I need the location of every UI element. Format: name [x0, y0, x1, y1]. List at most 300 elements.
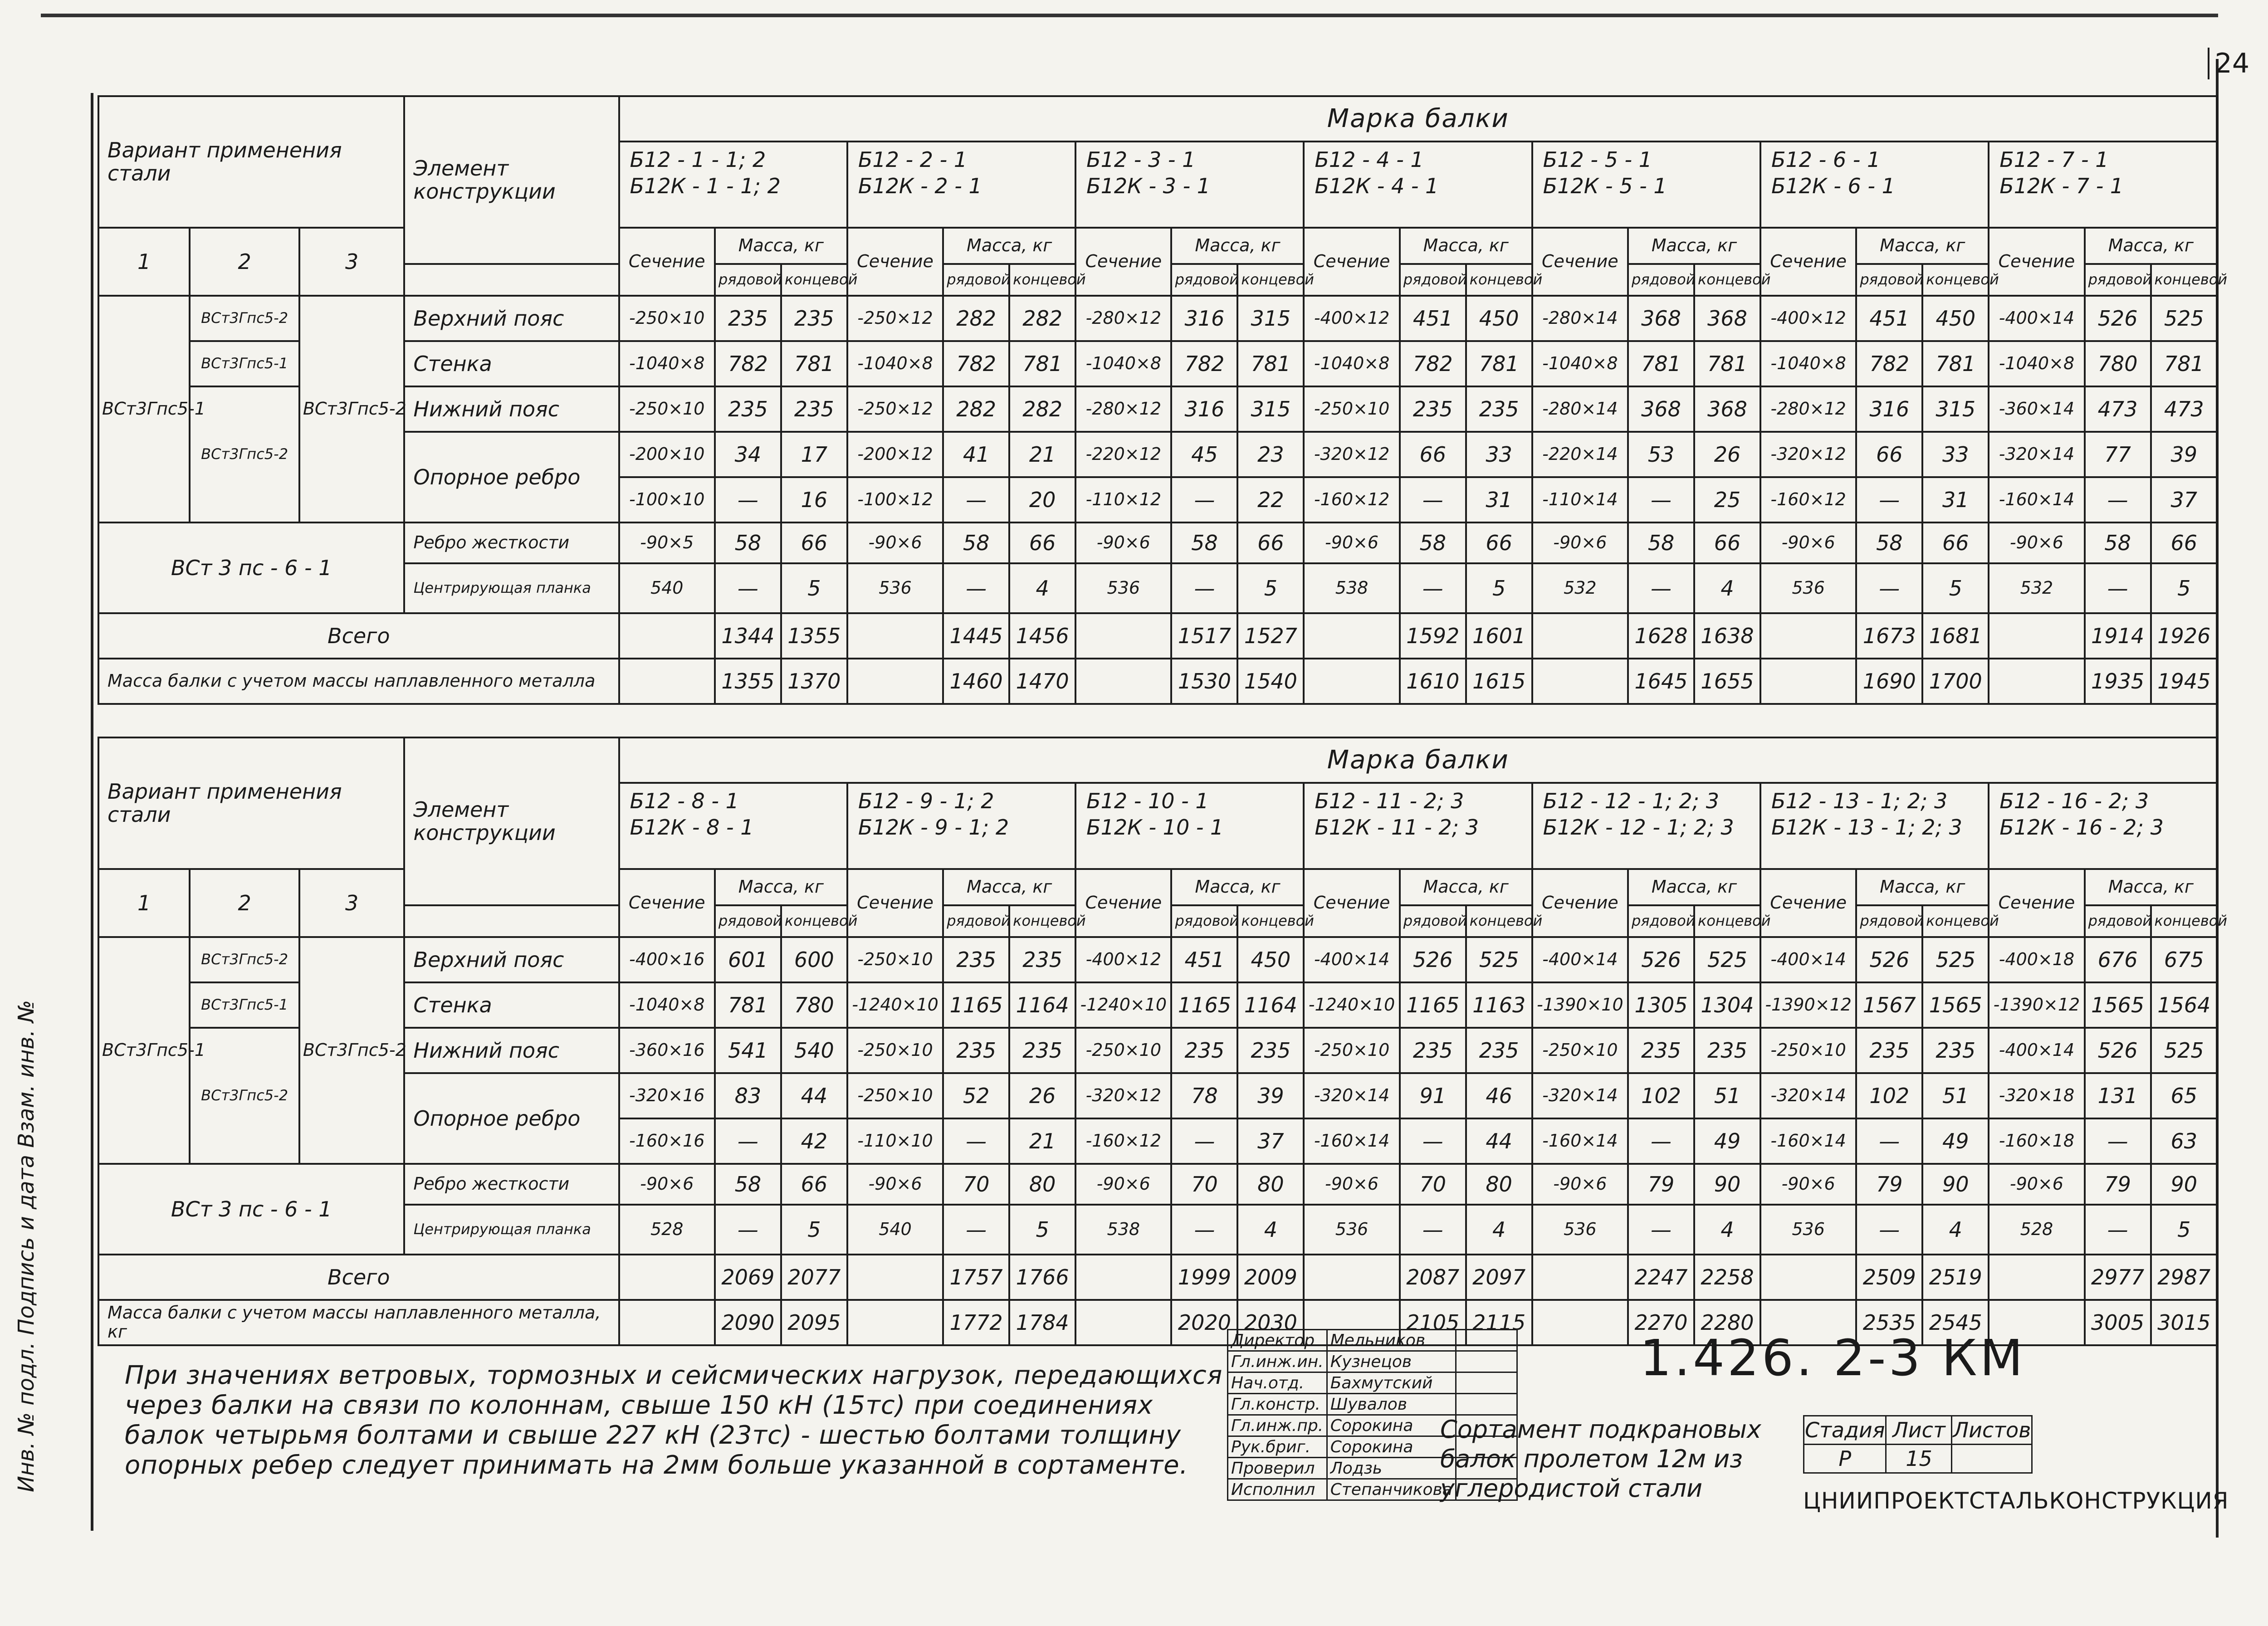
mass-end-cell: 1945: [2151, 659, 2217, 704]
footnote: При значениях ветровых, тормозных и сейсмических нагрузок, передающихся через балки на связи по колоннам, свыше 150 кН (15тс) при соединениях балок четырьмя болтами и свыше 227 кН (23тс) - шестью болтами толщину опорных ребер следует принимать на 2мм больше указанной в сортаменте.: [125, 1361, 1223, 1480]
mass-end-cell: 33: [1922, 432, 1989, 477]
mass-end-cell: 1540: [1237, 659, 1304, 704]
mass-ordinary-cell: 1935: [2085, 659, 2151, 704]
section-cell: -320×14: [1304, 1073, 1399, 1118]
mass-end-cell: 66: [781, 522, 847, 563]
mass-end-cell: 51: [1922, 1073, 1989, 1118]
section-cell: -250×10: [1532, 1028, 1628, 1073]
mass-ordinary-cell: 1344: [715, 613, 781, 659]
section-cell: -200×10: [619, 432, 715, 477]
mass-ordinary-cell: —: [943, 1205, 1009, 1255]
mass-ordinary-cell: 1445: [943, 613, 1009, 659]
ordinary-header: рядовой: [1856, 905, 1922, 937]
section-cell: -280×14: [1532, 296, 1628, 341]
mass-end-cell: 33: [1466, 432, 1532, 477]
steel-variant-2: ВСт3Гпс5-2: [190, 386, 299, 522]
section-cell: -280×14: [1532, 386, 1628, 432]
section-cell: -90×6: [619, 1164, 715, 1205]
row-label-total: Всего: [98, 613, 619, 659]
mass-end-cell: 1163: [1466, 982, 1532, 1028]
mass-end-cell: 315: [1237, 386, 1304, 432]
section-cell: 528: [1989, 1205, 2084, 1255]
ordinary-header: рядовой: [2085, 264, 2151, 296]
beam-mark-main: Б12 - 4 - 1: [1315, 147, 1424, 172]
section-header: Сечение: [1760, 869, 1856, 937]
stamp-name: Мельников: [1327, 1330, 1456, 1351]
mass-end-cell: 26: [1009, 1073, 1075, 1118]
mass-ordinary-cell: 58: [1856, 522, 1922, 563]
mass-ordinary-cell: 58: [1400, 522, 1466, 563]
stamp-name: Степанчикова: [1327, 1479, 1456, 1500]
mass-ordinary-cell: 1690: [1856, 659, 1922, 704]
mass-end-cell: 1527: [1237, 613, 1304, 659]
mass-ordinary-cell: 3005: [2085, 1300, 2151, 1345]
section-cell: 536: [847, 563, 943, 613]
beam-mark-k: Б12К - 3 - 1: [1086, 173, 1211, 198]
mass-end-cell: 46: [1466, 1073, 1532, 1118]
section-cell: -110×10: [847, 1118, 943, 1164]
variant-col-1: 1: [98, 228, 190, 296]
stamp-role: Нач.отд.: [1228, 1372, 1327, 1394]
beam-mark: [847, 783, 1075, 869]
section-cell: [1304, 613, 1399, 659]
mass-header: Масса, кг: [1171, 869, 1304, 905]
steel-variant-1: ВСт3Гпс5-1: [98, 937, 190, 1164]
mass-ordinary-cell: —: [2085, 1205, 2151, 1255]
variant-col-2: 2: [190, 869, 299, 937]
row-label-stiffener: Ребро жесткости: [404, 522, 619, 563]
end-header: концевой: [1009, 905, 1075, 937]
mass-end-cell: 37: [1237, 1118, 1304, 1164]
mass-ordinary-cell: 66: [1856, 432, 1922, 477]
mass-end-cell: 49: [1922, 1118, 1989, 1164]
beam-mark-k: Б12К - 12 - 1; 2; 3: [1543, 815, 1734, 840]
mass-end-cell: 525: [1922, 937, 1989, 982]
mass-ordinary-cell: —: [1171, 1205, 1237, 1255]
mass-ordinary-cell: 79: [1628, 1164, 1694, 1205]
ordinary-header: рядовой: [1856, 264, 1922, 296]
mass-end-cell: 2258: [1694, 1255, 1760, 1300]
beam-mark: [1075, 783, 1304, 869]
mass-end-cell: 1700: [1922, 659, 1989, 704]
row-label-bearing-rib: Опорное ребро: [404, 432, 619, 522]
row-label-web: Стенка: [404, 341, 619, 386]
mass-ordinary-cell: —: [1400, 477, 1466, 522]
section-cell: -400×16: [619, 937, 715, 982]
mass-end-cell: 4: [1694, 563, 1760, 613]
stamp-role: Рук.бриг.: [1228, 1436, 1327, 1458]
section-cell: 536: [1532, 1205, 1628, 1255]
mass-ordinary-cell: 451: [1171, 937, 1237, 982]
mass-ordinary-cell: 77: [2085, 432, 2151, 477]
steel-variant-2: ВСт3Гпс5-1: [190, 982, 299, 1028]
mass-ordinary-cell: 780: [2085, 341, 2151, 386]
ordinary-header: рядовой: [715, 264, 781, 296]
section-header: Сечение: [1989, 869, 2084, 937]
section-cell: -160×12: [1075, 1118, 1171, 1164]
mass-end-cell: 51: [1694, 1073, 1760, 1118]
mass-ordinary-cell: 2105: [1400, 1300, 1466, 1345]
mass-ordinary-cell: 368: [1628, 296, 1694, 341]
title-box: [1431, 1329, 2229, 1538]
section-cell: -90×6: [1075, 522, 1171, 563]
section-cell: -320×14: [1760, 1073, 1856, 1118]
section-header: Сечение: [1532, 228, 1628, 296]
steel-variant-2: ВСт3Гпс5-2: [190, 296, 299, 341]
mass-ordinary-cell: 2535: [1856, 1300, 1922, 1345]
mass-end-cell: 39: [1237, 1073, 1304, 1118]
section-cell: 532: [1989, 563, 2084, 613]
organization-name: ЦНИИПРОЕКТСТАЛЬКОНСТРУКЦИЯ: [1803, 1488, 2229, 1514]
mass-ordinary-cell: 102: [1856, 1073, 1922, 1118]
section-cell: [1532, 613, 1628, 659]
mass-end-cell: 5: [781, 563, 847, 613]
section-cell: 536: [1760, 563, 1856, 613]
mass-ordinary-cell: —: [1856, 477, 1922, 522]
section-cell: -400×14: [1989, 296, 2084, 341]
section-cell: 528: [619, 1205, 715, 1255]
section-cell: -90×6: [847, 522, 943, 563]
section-cell: -250×10: [847, 937, 943, 982]
mass-ordinary-cell: 235: [1628, 1028, 1694, 1073]
mass-end-cell: 66: [1694, 522, 1760, 563]
mass-header: Масса, кг: [715, 228, 847, 264]
beam-mark: [1532, 142, 1760, 228]
mass-ordinary-cell: 58: [1628, 522, 1694, 563]
steel-variant-3: ВСт3Гпс5-2: [299, 296, 405, 522]
mass-ordinary-cell: 2509: [1856, 1255, 1922, 1300]
section-cell: -220×12: [1075, 432, 1171, 477]
mass-end-cell: 1164: [1009, 982, 1075, 1028]
section-header: Сечение: [1532, 869, 1628, 937]
mass-end-cell: 2115: [1466, 1300, 1532, 1345]
mass-end-cell: 21: [1009, 432, 1075, 477]
mass-ordinary-cell: 78: [1171, 1073, 1237, 1118]
mass-ordinary-cell: 1305: [1628, 982, 1694, 1028]
section-cell: -320×12: [1075, 1073, 1171, 1118]
mass-end-cell: 282: [1009, 296, 1075, 341]
section-cell: -320×16: [619, 1073, 715, 1118]
mass-ordinary-cell: —: [1856, 1205, 1922, 1255]
section-cell: -110×14: [1532, 477, 1628, 522]
end-header: концевой: [1237, 905, 1304, 937]
mass-ordinary-cell: 1914: [2085, 613, 2151, 659]
mass-end-cell: 66: [781, 1164, 847, 1205]
mass-ordinary-cell: —: [2085, 477, 2151, 522]
mass-ordinary-cell: 235: [715, 296, 781, 341]
mass-ordinary-cell: 52: [943, 1073, 1009, 1118]
section-cell: 540: [619, 563, 715, 613]
section-cell: [1989, 1255, 2084, 1300]
section-cell: [847, 659, 943, 704]
mass-end-cell: 235: [1694, 1028, 1760, 1073]
section-cell: -1390×12: [1760, 982, 1856, 1028]
mass-end-cell: 1355: [781, 613, 847, 659]
mass-end-cell: 540: [781, 1028, 847, 1073]
mass-end-cell: 26: [1694, 432, 1760, 477]
end-header: концевой: [2151, 264, 2217, 296]
mass-header: Масса, кг: [943, 869, 1075, 905]
beam-mark: [847, 142, 1075, 228]
mass-ordinary-cell: —: [2085, 1118, 2151, 1164]
mass-ordinary-cell: 70: [943, 1164, 1009, 1205]
section-cell: -220×14: [1532, 432, 1628, 477]
mass-ordinary-cell: 782: [1400, 341, 1466, 386]
section-cell: [847, 1255, 943, 1300]
mass-ordinary-cell: —: [1856, 1118, 1922, 1164]
mass-ordinary-cell: 316: [1856, 386, 1922, 432]
mass-ordinary-cell: 58: [2085, 522, 2151, 563]
section-cell: -400×18: [1989, 937, 2084, 982]
mass-ordinary-cell: 451: [1400, 296, 1466, 341]
stamp-role: Гл.инж.пр.: [1228, 1415, 1327, 1436]
mass-end-cell: 65: [2151, 1073, 2217, 1118]
mass-header: Масса, кг: [1400, 228, 1532, 264]
section-cell: [1760, 659, 1856, 704]
mass-ordinary-cell: 83: [715, 1073, 781, 1118]
mass-ordinary-cell: 2087: [1400, 1255, 1466, 1300]
section-cell: -320×12: [1760, 432, 1856, 477]
variant-header: Вариант применения стали: [98, 737, 404, 869]
steel-variant-2: ВСт3Гпс5-1: [190, 341, 299, 386]
mass-ordinary-cell: 526: [1856, 937, 1922, 982]
variant-col-3: 3: [299, 228, 405, 296]
row-label-web: Стенка: [404, 982, 619, 1028]
section-cell: -320×18: [1989, 1073, 2084, 1118]
section-header: Сечение: [847, 869, 943, 937]
mass-end-cell: 1784: [1009, 1300, 1075, 1345]
beam-mark-main: Б12 - 2 - 1: [858, 147, 968, 172]
mass-header: Масса, кг: [1856, 869, 1989, 905]
mass-ordinary-cell: —: [1171, 1118, 1237, 1164]
mass-ordinary-cell: 235: [1400, 386, 1466, 432]
mass-ordinary-cell: 781: [1628, 341, 1694, 386]
drawing-code: 1.426. 2-3 КМ: [1640, 1329, 2026, 1387]
mass-ordinary-cell: 601: [715, 937, 781, 982]
mass-end-cell: 37: [2151, 477, 2217, 522]
mass-ordinary-cell: 79: [2085, 1164, 2151, 1205]
mass-end-cell: 20: [1009, 477, 1075, 522]
mass-ordinary-cell: 235: [715, 386, 781, 432]
stamp-name: Шувалов: [1327, 1394, 1456, 1415]
mass-ordinary-cell: —: [943, 1118, 1009, 1164]
mass-ordinary-cell: 2069: [715, 1255, 781, 1300]
section-cell: [619, 613, 715, 659]
mass-end-cell: 5: [1009, 1205, 1075, 1255]
mass-ordinary-cell: 526: [1628, 937, 1694, 982]
sheets-value: [1952, 1445, 2032, 1473]
mass-end-cell: 49: [1694, 1118, 1760, 1164]
mass-end-cell: 525: [1466, 937, 1532, 982]
beam-mark-k: Б12К - 11 - 2; 3: [1315, 815, 1479, 840]
section-header: Сечение: [847, 228, 943, 296]
beam-mark-k: Б12К - 4 - 1: [1315, 173, 1439, 198]
mass-end-cell: 282: [1009, 386, 1075, 432]
section-cell: -160×14: [1989, 477, 2084, 522]
end-header: концевой: [781, 905, 847, 937]
end-header: концевой: [781, 264, 847, 296]
mass-ordinary-cell: 1610: [1400, 659, 1466, 704]
ordinary-header: рядовой: [1171, 264, 1237, 296]
steel-variant-2: ВСт3Гпс5-2: [190, 1028, 299, 1164]
section-cell: [1989, 613, 2084, 659]
mass-end-cell: 780: [781, 982, 847, 1028]
mass-ordinary-cell: 782: [943, 341, 1009, 386]
beam-mark-main: Б12 - 11 - 2; 3: [1315, 789, 1464, 813]
mass-end-cell: 1615: [1466, 659, 1532, 704]
mass-header: Масса, кг: [943, 228, 1075, 264]
element-subhead: [404, 264, 619, 296]
frame-top-line: [41, 14, 2218, 17]
mass-end-cell: 450: [1237, 937, 1304, 982]
mass-ordinary-cell: 368: [1628, 386, 1694, 432]
mass-ordinary-cell: 282: [943, 386, 1009, 432]
mass-ordinary-cell: —: [1171, 477, 1237, 522]
stage-header: Стадия: [1804, 1416, 1886, 1445]
mass-end-cell: 2097: [1466, 1255, 1532, 1300]
mass-end-cell: 235: [1466, 386, 1532, 432]
section-cell: -250×10: [619, 386, 715, 432]
beam-mark: [1304, 142, 1532, 228]
beam-mark-main: Б12 - 1 - 1; 2: [630, 147, 766, 172]
mass-ordinary-cell: 1772: [943, 1300, 1009, 1345]
mass-header: Масса, кг: [715, 869, 847, 905]
section-header: Сечение: [1304, 228, 1399, 296]
row-label-centering-plate: Центрирующая планка: [404, 1205, 619, 1255]
mass-ordinary-cell: 58: [715, 1164, 781, 1205]
mass-ordinary-cell: 541: [715, 1028, 781, 1073]
ordinary-header: рядовой: [2085, 905, 2151, 937]
assortment-table-1: [98, 95, 2228, 705]
table-gap: [98, 705, 2218, 737]
mass-end-cell: 21: [1009, 1118, 1075, 1164]
stamp-role: Директор: [1228, 1330, 1327, 1351]
section-cell: -1040×8: [1075, 341, 1171, 386]
beam-mark-main: Б12 - 3 - 1: [1086, 147, 1196, 172]
mass-end-cell: 1304: [1694, 982, 1760, 1028]
section-cell: -90×6: [1989, 522, 2084, 563]
steel-variant-2: ВСт3Гпс5-2: [190, 937, 299, 982]
mass-end-cell: 450: [1922, 296, 1989, 341]
section-cell: -1040×8: [1532, 341, 1628, 386]
mass-end-cell: 44: [781, 1073, 847, 1118]
section-cell: -1040×8: [619, 982, 715, 1028]
mass-end-cell: 235: [1009, 1028, 1075, 1073]
mass-end-cell: 525: [2151, 296, 2217, 341]
stamp-name: Кузнецов: [1327, 1351, 1456, 1372]
mass-ordinary-cell: 781: [715, 982, 781, 1028]
section-cell: 536: [1304, 1205, 1399, 1255]
mass-end-cell: 368: [1694, 386, 1760, 432]
section-cell: -1240×10: [1304, 982, 1399, 1028]
element-header: Элемент конструкции: [404, 96, 619, 264]
mass-ordinary-cell: —: [1628, 1118, 1694, 1164]
mass-end-cell: 4: [1237, 1205, 1304, 1255]
beam-mark: [1760, 783, 1989, 869]
section-cell: -250×12: [847, 296, 943, 341]
section-cell: -90×6: [1760, 1164, 1856, 1205]
section-cell: -160×14: [1532, 1118, 1628, 1164]
side-stamp: Инв. № подл. Подпись и дата Взам. инв. №: [14, 1000, 39, 1492]
mass-end-cell: 315: [1922, 386, 1989, 432]
section-cell: -200×12: [847, 432, 943, 477]
mass-end-cell: 90: [1694, 1164, 1760, 1205]
section-cell: -90×6: [1304, 522, 1399, 563]
beam-mark: [1760, 142, 1989, 228]
section-cell: -400×12: [1760, 296, 1856, 341]
ordinary-header: рядовой: [1628, 905, 1694, 937]
section-cell: -250×10: [847, 1073, 943, 1118]
mass-end-cell: 1601: [1466, 613, 1532, 659]
section-cell: -90×5: [619, 522, 715, 563]
sheets-header: Листов: [1952, 1416, 2032, 1445]
mass-ordinary-cell: —: [715, 1205, 781, 1255]
section-cell: -90×6: [1760, 522, 1856, 563]
section-cell: -1040×8: [1989, 341, 2084, 386]
row-label-stiffener: Ребро жесткости: [404, 1164, 619, 1205]
mass-end-cell: 3015: [2151, 1300, 2217, 1345]
end-header: концевой: [1694, 264, 1760, 296]
mass-ordinary-cell: —: [1400, 563, 1466, 613]
section-header: Сечение: [619, 869, 715, 937]
stamp-role: Исполнил: [1228, 1479, 1327, 1500]
mass-end-cell: 5: [2151, 1205, 2217, 1255]
mass-end-cell: 31: [1922, 477, 1989, 522]
beam-mark-k: Б12К - 10 - 1: [1086, 815, 1224, 840]
ordinary-header: рядовой: [1400, 905, 1466, 937]
mass-end-cell: 1766: [1009, 1255, 1075, 1300]
beam-mark: [619, 142, 847, 228]
mass-end-cell: 235: [1237, 1028, 1304, 1073]
mass-ordinary-cell: 1645: [1628, 659, 1694, 704]
mass-ordinary-cell: 70: [1171, 1164, 1237, 1205]
section-cell: -360×14: [1989, 386, 2084, 432]
section-cell: 536: [1760, 1205, 1856, 1255]
mass-end-cell: 473: [2151, 386, 2217, 432]
stamp-name: Бахмутский: [1327, 1372, 1456, 1394]
section-cell: -1040×8: [1304, 341, 1399, 386]
mass-end-cell: 2030: [1237, 1300, 1304, 1345]
beam-mark-main: Б12 - 9 - 1; 2: [858, 789, 994, 813]
section-header: Сечение: [619, 228, 715, 296]
section-cell: -400×12: [1304, 296, 1399, 341]
row-label-centering-plate: Центрирующая планка: [404, 563, 619, 613]
beam-mark-k: Б12К - 6 - 1: [1771, 173, 1895, 198]
mass-ordinary-cell: —: [715, 1118, 781, 1164]
section-cell: [1304, 659, 1399, 704]
beam-mark-main: Б12 - 13 - 1; 2; 3: [1771, 789, 1948, 813]
drawing-description: Сортамент подкрановых балок пролетом 12м из углеродистой стали: [1440, 1415, 1761, 1503]
section-cell: -160×16: [619, 1118, 715, 1164]
mass-end-cell: 16: [781, 477, 847, 522]
mass-ordinary-cell: 316: [1171, 386, 1237, 432]
mass-end-cell: 2987: [2151, 1255, 2217, 1300]
section-cell: -90×6: [1075, 1164, 1171, 1205]
title-block: [98, 1329, 2229, 1538]
ordinary-header: рядовой: [1171, 905, 1237, 937]
stamp-name: Лодзь: [1327, 1458, 1456, 1479]
section-cell: -250×10: [1075, 1028, 1171, 1073]
mass-end-cell: 66: [1922, 522, 1989, 563]
section-cell: -280×12: [1075, 386, 1171, 432]
mass-end-cell: 22: [1237, 477, 1304, 522]
beam-mark-main: Б12 - 7 - 1: [1999, 147, 2109, 172]
mass-ordinary-cell: 2270: [1628, 1300, 1694, 1345]
mass-end-cell: 2009: [1237, 1255, 1304, 1300]
mass-ordinary-cell: 102: [1628, 1073, 1694, 1118]
beam-mark-main: Б12 - 16 - 2; 3: [1999, 789, 2149, 813]
section-cell: [1760, 1255, 1856, 1300]
